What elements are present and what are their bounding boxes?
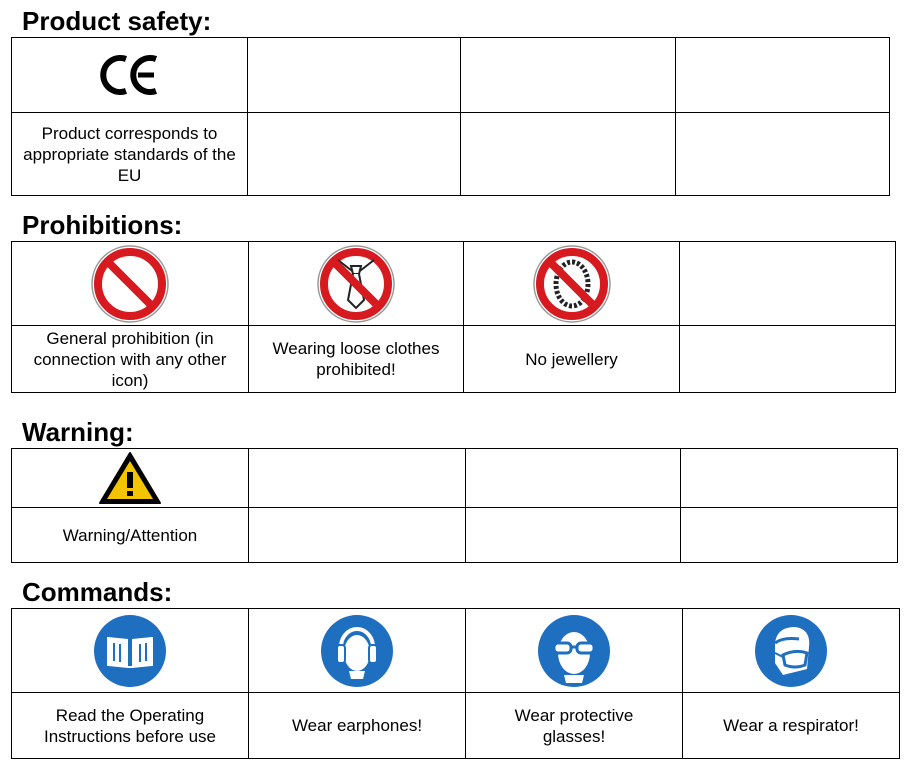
wear-earphones-icon bbox=[319, 613, 395, 689]
section-title-prohibitions: Prohibitions: bbox=[22, 210, 183, 240]
no-jewellery-icon bbox=[532, 244, 612, 324]
product-safety-empty-cell bbox=[676, 113, 890, 196]
section-title-product-safety: Product safety: bbox=[22, 6, 212, 36]
warning-empty-cell bbox=[681, 508, 898, 563]
commands-label-text: Read the Operating Instructions before use bbox=[44, 705, 216, 746]
prohibitions-label-text: Wearing loose clothes prohibited! bbox=[272, 339, 440, 379]
prohibitions-label-text: No jewellery bbox=[525, 349, 618, 369]
commands-label-text: Wear protective glasses! bbox=[514, 705, 634, 746]
product-safety-label-text: Product corresponds to appropriate standards of the EU bbox=[23, 123, 236, 185]
commands-table bbox=[11, 608, 900, 759]
commands-label-text: Wear a respirator! bbox=[723, 716, 859, 735]
section-title-commands: Commands: bbox=[22, 577, 173, 607]
commands-label-1 bbox=[12, 693, 249, 759]
no-loose-clothes-icon bbox=[316, 244, 396, 324]
product-safety-empty-cell bbox=[461, 113, 676, 196]
warning-empty-cell bbox=[249, 508, 466, 563]
warning-icon-cell-1 bbox=[12, 449, 249, 508]
prohibitions-empty-cell bbox=[680, 242, 896, 326]
warning-label-1 bbox=[12, 508, 249, 563]
prohibitions-label-1 bbox=[12, 326, 249, 393]
wear-glasses-icon bbox=[536, 613, 612, 689]
product-safety-empty-cell bbox=[676, 38, 890, 113]
prohibitions-label-3 bbox=[464, 326, 680, 393]
product-safety-empty-cell bbox=[461, 38, 676, 113]
warning-triangle-icon bbox=[97, 450, 163, 506]
section-title-warning: Warning: bbox=[22, 417, 134, 447]
product-safety-empty-cell bbox=[248, 113, 461, 196]
prohibitions-label-2 bbox=[249, 326, 464, 393]
prohibitions-table bbox=[11, 241, 896, 393]
commands-label-3 bbox=[466, 693, 683, 759]
warning-empty-cell bbox=[681, 449, 898, 508]
product-safety-empty-cell bbox=[248, 38, 461, 113]
warning-empty-cell bbox=[466, 449, 681, 508]
commands-icon-cell-1 bbox=[12, 609, 249, 693]
prohibitions-empty-cell bbox=[680, 326, 896, 393]
read-manual-icon bbox=[92, 613, 168, 689]
warning-label-text: Warning/Attention bbox=[62, 525, 198, 545]
commands-label-4 bbox=[683, 693, 900, 759]
commands-icon-cell-4 bbox=[683, 609, 900, 693]
ce-mark-icon bbox=[98, 53, 162, 97]
warning-empty-cell bbox=[249, 449, 466, 508]
wear-respirator-icon bbox=[753, 613, 829, 689]
prohibitions-icon-cell-1 bbox=[12, 242, 249, 326]
product-safety-icon-cell-1 bbox=[12, 38, 248, 113]
prohibitions-icon-cell-2 bbox=[249, 242, 464, 326]
product-safety-label-1 bbox=[12, 113, 248, 196]
prohibitions-label-text: General prohibition (in connection with any other icon) bbox=[33, 328, 227, 390]
commands-icon-cell-2 bbox=[249, 609, 466, 693]
commands-icon-cell-3 bbox=[466, 609, 683, 693]
commands-label-text: Wear earphones! bbox=[291, 716, 423, 735]
prohibitions-icon-cell-3 bbox=[464, 242, 680, 326]
product-safety-table bbox=[11, 37, 890, 196]
warning-empty-cell bbox=[466, 508, 681, 563]
warning-table bbox=[11, 448, 898, 563]
general-prohibition-icon bbox=[90, 244, 170, 324]
commands-label-2 bbox=[249, 693, 466, 759]
